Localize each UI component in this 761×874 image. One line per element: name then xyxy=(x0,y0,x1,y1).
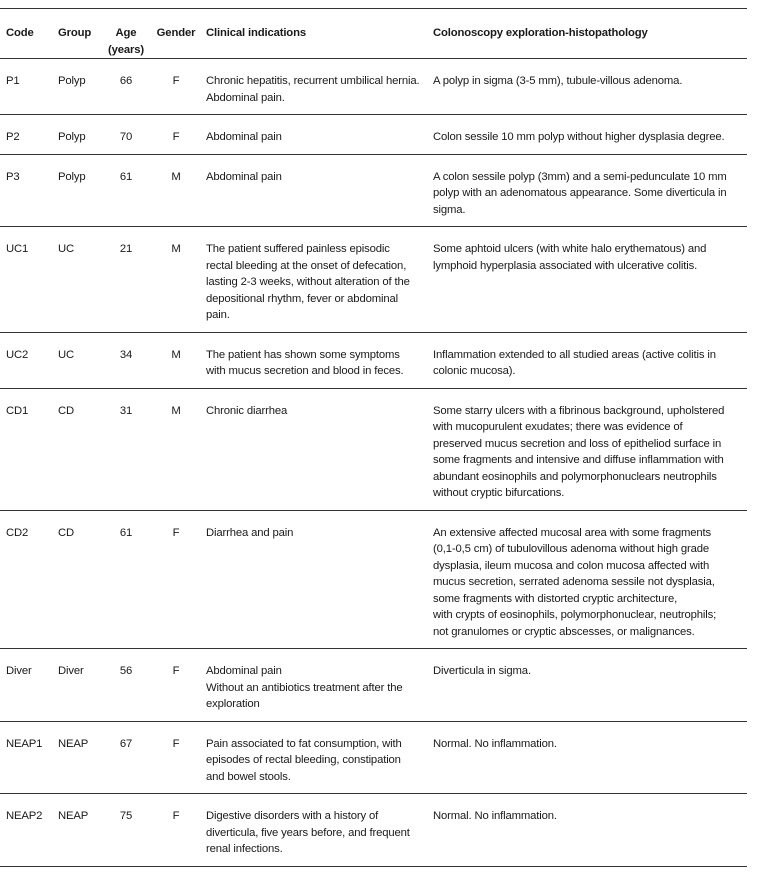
cell-group: Polyp xyxy=(58,131,86,143)
cell-code: CD2 xyxy=(6,526,29,539)
cell-gender: M xyxy=(171,404,181,417)
cell-group: Polyp xyxy=(58,170,86,183)
cell-colonoscopy: Some starry ulcers with a fibrinous background, upholstered with mucopurulent exudates; there was evidence of preserved mucus secretion and loss of epitheliod surface in some fragments and intensive and diffuse inflammation with abundant eosinophils and polymorphonuclears neutrophils without cryptic bifurcations. xyxy=(433,404,725,499)
header-clinical-indications: Clinical indications xyxy=(206,27,306,39)
cell-group: UC xyxy=(58,348,75,361)
cell-colonoscopy: A polyp in sigma (3-5 mm), tubule-villous adenoma. xyxy=(433,75,683,87)
cell-group: NEAP xyxy=(58,810,89,822)
cell-colonoscopy: Some aphtoid ulcers (with white halo erythematous) and lymphoid hyperplasia associated with ulcerative colitis. xyxy=(433,243,707,272)
header-group: Group xyxy=(58,27,92,39)
cell-age: 61 xyxy=(119,526,133,539)
cell-clinical: Abdominal pain xyxy=(206,170,282,183)
cell-clinical: Pain associated to fat consumption, with episodes of rectal bleeding, constipation and bowel stools. xyxy=(206,737,402,783)
table-row xyxy=(0,649,747,722)
cell-clinical: Chronic hepatitis, recurrent umbilical hernia. Abdominal pain. xyxy=(206,75,420,104)
cell-colonoscopy: Normal. No inflammation. xyxy=(433,810,557,822)
header-code: Code xyxy=(6,27,34,39)
cell-code: Diver xyxy=(6,665,32,677)
table-row xyxy=(0,388,747,510)
cell-code: NEAP2 xyxy=(6,810,43,822)
cell-gender: F xyxy=(172,737,180,750)
cell-clinical: Diarrhea and pain xyxy=(206,526,294,539)
cell-code: P3 xyxy=(6,170,20,183)
cell-colonoscopy: An extensive affected mucosal area with some fragments (0,1-0,5 cm) of tubulovillous adenoma without high grade dysplasia, ileum mucosa and colon mucosa affected with mucus secretion, serrated adenoma sessile not dysplasia, some fragments with distorted cryptic architecture, with crypts of eosinophils, polymorphonuclear, neutrophils; not granulomes or cryptic abscesses, or malignances. xyxy=(433,526,717,638)
table-row xyxy=(0,227,747,333)
cell-code: P1 xyxy=(6,75,20,87)
cell-age: 34 xyxy=(119,348,133,361)
table-row xyxy=(0,794,747,867)
cell-colonoscopy: Colon sessile 10 mm polyp without higher dysplasia degree. xyxy=(433,131,725,143)
cell-group: UC xyxy=(58,243,75,255)
cell-group: Polyp xyxy=(58,75,86,87)
cell-clinical: Abdominal pain Without an antibiotics treatment after the exploration xyxy=(206,665,403,710)
cell-clinical: Digestive disorders with a history of diverticula, five years before, and frequent renal infections. xyxy=(206,810,410,855)
cell-gender: F xyxy=(172,526,180,539)
cell-gender: M xyxy=(171,348,181,361)
cell-gender: M xyxy=(171,243,181,255)
header-gender: Gender xyxy=(156,27,196,39)
table-header-row xyxy=(0,9,747,59)
cell-code: CD1 xyxy=(6,404,29,417)
table-row xyxy=(0,115,747,155)
table-row xyxy=(0,154,747,227)
cell-gender: F xyxy=(172,810,180,822)
table-row xyxy=(0,59,747,115)
cell-age: 66 xyxy=(119,75,133,87)
cell-clinical: The patient has shown some symptoms with mucus secretion and blood in feces. xyxy=(206,348,404,377)
cell-age: 61 xyxy=(119,170,133,183)
cell-clinical: Chronic diarrhea xyxy=(206,404,288,417)
cell-group: Diver xyxy=(58,665,84,677)
cell-age: 75 xyxy=(119,810,133,822)
cell-colonoscopy: A colon sessile polyp (3mm) and a semi-pedunculate 10 mm polyp with an adenomatous appearance. Some diverticula in sigma. xyxy=(433,170,727,216)
cell-clinical: The patient suffered painless episodic rectal bleeding at the onset of defecation, lasting 2-3 weeks, without alteration of the depositional rhythm, fever or abdominal pain. xyxy=(206,243,410,321)
cell-group: NEAP xyxy=(58,737,89,750)
cell-colonoscopy: Diverticula in sigma. xyxy=(433,665,531,677)
cell-colonoscopy: Normal. No inflammation. xyxy=(433,737,557,750)
cell-age: 67 xyxy=(119,737,133,750)
cell-age: 56 xyxy=(119,665,133,677)
cell-group: CD xyxy=(58,404,75,417)
header-age: Age (years) xyxy=(107,27,144,56)
cell-gender: M xyxy=(171,170,181,183)
cell-age: 21 xyxy=(119,243,133,255)
cell-colonoscopy: Inflammation extended to all studied areas (active colitis in colonic mucosa). xyxy=(433,348,716,377)
table-row xyxy=(0,721,747,794)
cell-gender: F xyxy=(172,665,180,677)
cell-gender: F xyxy=(172,131,180,143)
cell-code: P2 xyxy=(6,131,20,143)
table-row xyxy=(0,510,747,649)
header-colonoscopy: Colonoscopy exploration-histopathology xyxy=(433,27,648,39)
table-row xyxy=(0,332,747,388)
cell-code: UC2 xyxy=(6,348,29,361)
cell-code: NEAP1 xyxy=(6,737,43,750)
cell-group: CD xyxy=(58,526,75,539)
cell-gender: F xyxy=(172,75,180,87)
patient-table xyxy=(0,8,747,867)
cell-clinical: Abdominal pain xyxy=(206,131,282,143)
cell-code: UC1 xyxy=(6,243,29,255)
cell-age: 70 xyxy=(119,131,133,143)
cell-age: 31 xyxy=(119,404,133,417)
